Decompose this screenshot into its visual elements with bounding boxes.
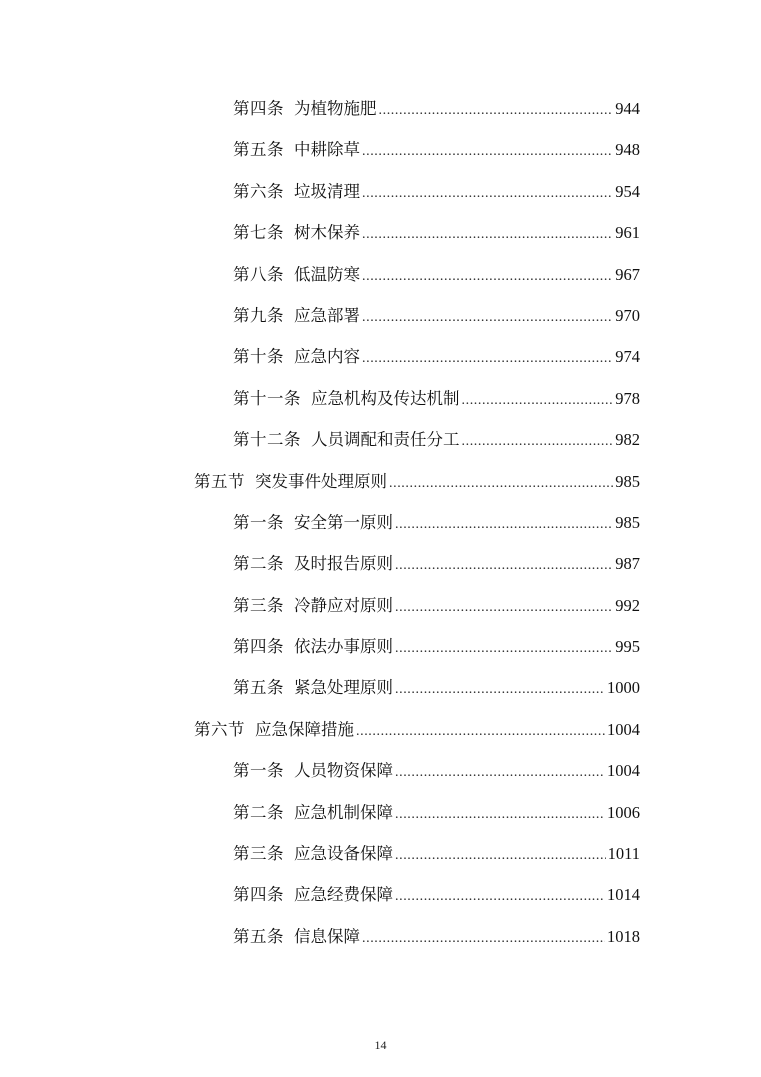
toc-entry-page: 974 bbox=[615, 347, 640, 367]
toc-entry[interactable] bbox=[0, 177, 761, 218]
toc-entry-title: 依法办事原则 bbox=[294, 637, 393, 657]
toc-entry[interactable] bbox=[0, 301, 761, 342]
toc-dot-leader bbox=[362, 220, 613, 250]
toc-dot-leader bbox=[362, 344, 613, 374]
page-number: 14 bbox=[374, 1038, 387, 1052]
toc-entry-number: 第一条 bbox=[233, 761, 284, 781]
toc-entry[interactable] bbox=[0, 384, 761, 425]
toc-entry-number: 第五条 bbox=[233, 926, 284, 946]
toc-entry-page: 944 bbox=[615, 99, 640, 118]
toc-dot-leader bbox=[395, 675, 605, 705]
toc-entry[interactable] bbox=[0, 880, 761, 921]
table-of-contents bbox=[0, 94, 761, 963]
toc-entry-page: 1000 bbox=[607, 678, 640, 698]
toc-entry-page: 985 bbox=[615, 512, 640, 532]
toc-entry-page: 1006 bbox=[607, 802, 640, 822]
toc-dot-leader bbox=[395, 551, 613, 581]
toc-entry-title: 应急保障措施 bbox=[255, 719, 354, 739]
toc-entry-page: 987 bbox=[615, 554, 640, 574]
toc-entry-page: 992 bbox=[615, 595, 640, 615]
toc-entry-title: 应急机制保障 bbox=[294, 802, 393, 822]
toc-entry-number: 第八条 bbox=[233, 264, 284, 284]
toc-entry-page: 967 bbox=[615, 264, 640, 284]
toc-entry-number: 第十一条 bbox=[233, 388, 301, 408]
toc-entry-title: 信息保障 bbox=[294, 926, 360, 946]
toc-entry-title: 冷静应对原则 bbox=[294, 595, 393, 615]
toc-dot-leader bbox=[395, 510, 613, 540]
toc-entry[interactable] bbox=[0, 673, 761, 714]
toc-entry-number: 第一条 bbox=[233, 512, 284, 532]
toc-entry-page: 1018 bbox=[607, 926, 640, 946]
toc-entry-title: 应急机构及传达机制 bbox=[311, 388, 460, 408]
toc-dot-leader bbox=[395, 882, 605, 912]
toc-section-entry[interactable] bbox=[0, 715, 761, 756]
toc-entry[interactable] bbox=[0, 549, 761, 590]
toc-dot-leader bbox=[362, 262, 613, 292]
toc-entry-number: 第四条 bbox=[233, 885, 284, 905]
toc-entry-title: 紧急处理原则 bbox=[294, 678, 393, 698]
toc-entry[interactable] bbox=[0, 218, 761, 259]
toc-entry-number: 第七条 bbox=[233, 223, 284, 243]
toc-entry-title: 垃圾清理 bbox=[294, 181, 360, 201]
toc-entry-title: 树木保养 bbox=[294, 223, 360, 243]
toc-entry[interactable] bbox=[0, 260, 761, 301]
toc-dot-leader bbox=[462, 427, 614, 457]
toc-entry-title: 低温防寒 bbox=[294, 264, 360, 284]
toc-entry-title: 人员调配和责任分工 bbox=[311, 430, 460, 450]
toc-entry-page: 954 bbox=[615, 181, 640, 201]
toc-dot-leader bbox=[395, 593, 613, 623]
toc-entry-page: 985 bbox=[615, 471, 640, 491]
toc-entry-title: 应急部署 bbox=[294, 305, 360, 325]
toc-dot-leader bbox=[395, 634, 613, 664]
toc-entry-page: 1004 bbox=[607, 761, 640, 781]
toc-entry-number: 第六节 bbox=[194, 719, 245, 739]
toc-entry-page: 1004 bbox=[607, 719, 640, 739]
toc-entry[interactable] bbox=[0, 756, 761, 797]
toc-entry-title: 应急经费保障 bbox=[294, 885, 393, 905]
toc-dot-leader bbox=[389, 469, 613, 499]
toc-entry-number: 第四条 bbox=[233, 99, 284, 118]
toc-entry[interactable] bbox=[0, 591, 761, 632]
toc-entry-title: 突发事件处理原则 bbox=[255, 471, 387, 491]
toc-dot-leader bbox=[362, 303, 613, 333]
toc-entry-title: 安全第一原则 bbox=[294, 512, 393, 532]
toc-entry-number: 第六条 bbox=[233, 181, 284, 201]
toc-dot-leader bbox=[356, 717, 605, 747]
toc-entry-page: 978 bbox=[615, 388, 640, 408]
toc-entry-page: 961 bbox=[615, 223, 640, 243]
toc-entry-title: 为植物施肥 bbox=[294, 99, 377, 118]
toc-entry-number: 第三条 bbox=[233, 844, 284, 864]
toc-entry-number: 第二条 bbox=[233, 802, 284, 822]
toc-entry-number: 第十条 bbox=[233, 347, 284, 367]
toc-entry[interactable] bbox=[0, 798, 761, 839]
toc-dot-leader bbox=[462, 386, 614, 416]
toc-entry[interactable] bbox=[0, 342, 761, 383]
toc-entry-number: 第五条 bbox=[233, 140, 284, 160]
toc-entry-number: 第四条 bbox=[233, 637, 284, 657]
toc-entry[interactable] bbox=[0, 922, 761, 963]
toc-entry[interactable] bbox=[0, 839, 761, 880]
toc-entry-number: 第五节 bbox=[194, 471, 245, 491]
toc-entry-page: 995 bbox=[615, 637, 640, 657]
toc-entry-title: 中耕除草 bbox=[294, 140, 360, 160]
toc-entry-title: 应急设备保障 bbox=[294, 844, 393, 864]
toc-entry-page: 970 bbox=[615, 305, 640, 325]
toc-entry-page: 1011 bbox=[607, 844, 640, 864]
toc-entry[interactable] bbox=[0, 508, 761, 549]
toc-entry[interactable] bbox=[0, 135, 761, 176]
toc-dot-leader bbox=[362, 179, 613, 209]
toc-entry-number: 第三条 bbox=[233, 595, 284, 615]
toc-dot-leader bbox=[362, 924, 605, 954]
toc-dot-leader bbox=[362, 137, 613, 167]
toc-entry-page: 982 bbox=[615, 430, 640, 450]
toc-entry-title: 人员物资保障 bbox=[294, 761, 393, 781]
toc-entry[interactable] bbox=[0, 425, 761, 466]
toc-entry-number: 第十二条 bbox=[233, 430, 301, 450]
toc-section-entry[interactable] bbox=[0, 467, 761, 508]
toc-entry-number: 第九条 bbox=[233, 305, 284, 325]
toc-dot-leader bbox=[395, 800, 605, 830]
toc-dot-leader bbox=[395, 841, 606, 871]
toc-entry-number: 第二条 bbox=[233, 554, 284, 574]
toc-entry[interactable] bbox=[0, 632, 761, 673]
toc-entry-page: 948 bbox=[615, 140, 640, 160]
toc-entry-number: 第五条 bbox=[233, 678, 284, 698]
toc-entry-page: 1014 bbox=[607, 885, 640, 905]
toc-entry-title: 及时报告原则 bbox=[294, 554, 393, 574]
toc-dot-leader bbox=[379, 96, 614, 126]
toc-dot-leader bbox=[395, 758, 605, 788]
toc-entry[interactable] bbox=[0, 94, 761, 135]
toc-entry-title: 应急内容 bbox=[294, 347, 360, 367]
